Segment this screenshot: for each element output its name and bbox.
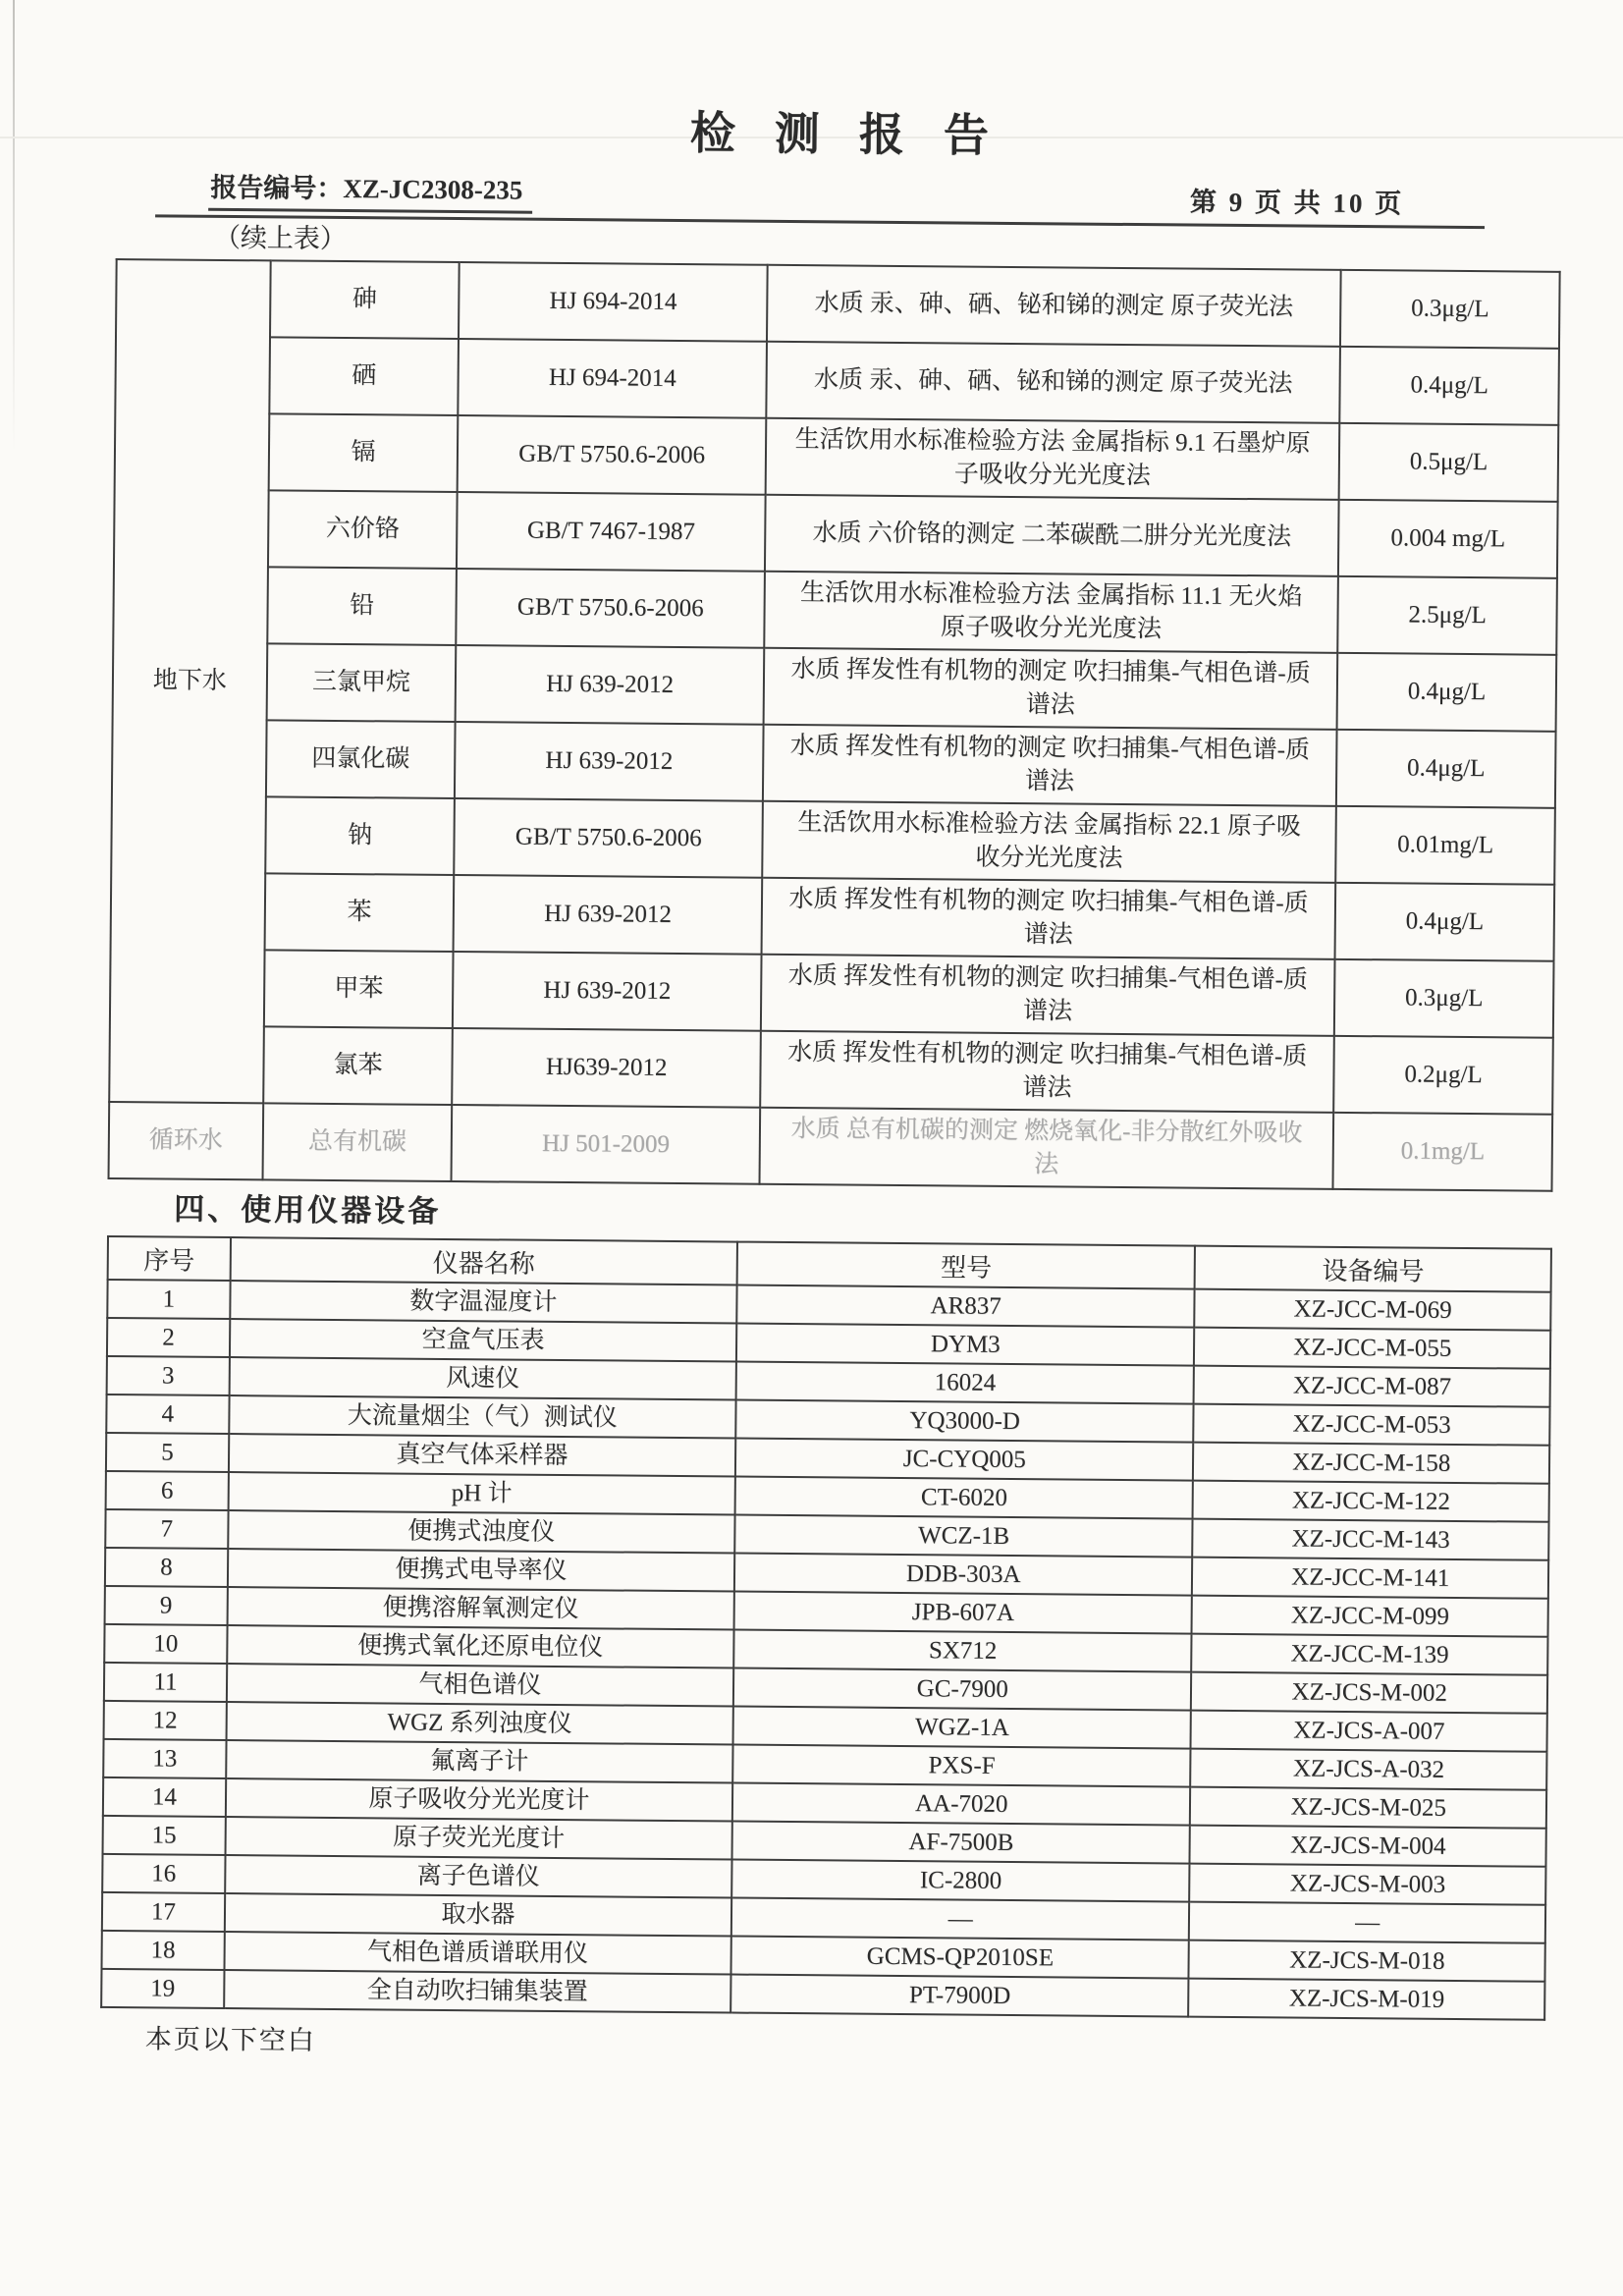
equip-code-cell: XZ-JCS-A-032 xyxy=(1191,1749,1547,1790)
standard-cell: HJ639-2012 xyxy=(453,1028,761,1108)
equip-name-cell: 便携溶解氧测定仪 xyxy=(227,1587,734,1630)
standard-cell: GB/T 5750.6-2006 xyxy=(458,415,766,495)
equip-code-cell: XZ-JCS-M-018 xyxy=(1189,1941,1545,1982)
water-table-row xyxy=(115,336,1559,425)
equip-code-cell: XZ-JCS-M-003 xyxy=(1190,1864,1546,1905)
parameter-cell: 铅 xyxy=(267,567,457,645)
equip-name-cell: 数字温湿度计 xyxy=(230,1281,737,1324)
equip-code-cell: XZ-JCS-M-025 xyxy=(1190,1787,1546,1829)
equip-code-cell: XZ-JCC-M-087 xyxy=(1194,1366,1550,1407)
parameter-cell: 氯苯 xyxy=(263,1026,453,1105)
equip-index-cell: 1 xyxy=(107,1280,230,1319)
equip-model-cell: CT-6020 xyxy=(735,1477,1194,1519)
equip-code-cell: XZ-JCS-M-004 xyxy=(1190,1826,1546,1867)
parameter-cell: 硒 xyxy=(269,337,459,415)
equip-model-cell: — xyxy=(731,1898,1190,1941)
method-cell: 水质 汞、砷、硒、铋和锑的测定 原子荧光法 xyxy=(766,342,1340,423)
method-cell: 水质 挥发性有机物的测定 吹扫捕集-气相色谱-质谱法 xyxy=(761,878,1335,959)
standard-cell: HJ 694-2014 xyxy=(459,262,767,342)
equip-name-cell: 空盒气压表 xyxy=(230,1319,737,1362)
water-table-row xyxy=(115,412,1559,502)
parameter-cell: 钠 xyxy=(265,796,455,875)
equip-index-cell: 2 xyxy=(107,1318,230,1357)
equip-index-cell: 10 xyxy=(104,1624,227,1664)
equip-name-cell: 原子吸收分光光度计 xyxy=(226,1778,733,1822)
report-number-label: 报告编号： xyxy=(210,172,344,204)
equip-model-cell: IC-2800 xyxy=(731,1860,1190,1902)
standard-cell: GB/T 5750.6-2006 xyxy=(455,798,763,878)
equip-index-cell: 16 xyxy=(102,1854,225,1893)
equip-index-cell: 6 xyxy=(106,1471,229,1510)
equip-name-cell: 取水器 xyxy=(225,1893,732,1937)
equip-index-cell: 13 xyxy=(103,1739,226,1778)
equip-code-cell: XZ-JCC-M-055 xyxy=(1194,1328,1550,1369)
equip-name-cell: WGZ 系列浊度仪 xyxy=(226,1702,733,1745)
parameter-cell: 四氯化碳 xyxy=(266,720,456,798)
col-header-instrument-name: 仪器名称 xyxy=(230,1237,737,1285)
col-header-index: 序号 xyxy=(108,1236,231,1281)
water-table-row xyxy=(111,872,1555,961)
method-cell: 生活饮用水标准检验方法 金属指标 11.1 无火焰原子吸收分光光度法 xyxy=(764,572,1338,653)
equip-model-cell: DDB-303A xyxy=(734,1554,1193,1596)
equip-code-cell: XZ-JCC-M-139 xyxy=(1192,1634,1548,1675)
equip-model-cell: PT-7900D xyxy=(730,1975,1189,2017)
equip-code-cell: XZ-JCC-M-143 xyxy=(1193,1519,1549,1560)
equip-model-cell: JC-CYQ005 xyxy=(735,1439,1194,1481)
section-title: 四、使用仪器设备 xyxy=(174,1191,442,1229)
equip-code-cell: XZ-JCC-M-141 xyxy=(1192,1558,1548,1599)
equip-name-cell: 便携式电导率仪 xyxy=(228,1549,735,1592)
water-table-row xyxy=(110,949,1554,1038)
detection-limit-cell: 0.4μg/L xyxy=(1335,883,1555,961)
continued-note: （续上表） xyxy=(213,222,348,254)
method-cell: 水质 挥发性有机物的测定 吹扫捕集-气相色谱-质谱法 xyxy=(760,1031,1334,1113)
equip-model-cell: YQ3000-D xyxy=(735,1400,1194,1443)
method-cell: 水质 总有机碳的测定 燃烧氧化-非分散红外吸收法 xyxy=(759,1108,1333,1189)
equip-code-cell: XZ-JCC-M-053 xyxy=(1194,1404,1550,1446)
sample-group-cell: 循环水 xyxy=(109,1102,263,1179)
equip-index-cell: 18 xyxy=(102,1931,225,1970)
page-content xyxy=(100,0,1563,2068)
detection-limit-cell: 0.004 mg/L xyxy=(1338,500,1558,578)
parameter-cell: 六价铬 xyxy=(268,490,458,569)
detection-limit-cell: 2.5μg/L xyxy=(1337,576,1557,655)
method-cell: 水质 六价铬的测定 二苯碳酰二肼分光光度法 xyxy=(765,495,1339,576)
report-header-row xyxy=(116,169,1561,223)
equip-name-cell: 大流量烟尘（气）测试仪 xyxy=(229,1395,736,1439)
parameter-cell: 苯 xyxy=(264,873,454,952)
equip-name-cell: 气相色谱质谱联用仪 xyxy=(224,1932,731,1975)
method-cell: 水质 汞、砷、硒、铋和锑的测定 原子荧光法 xyxy=(767,265,1341,347)
equip-model-cell: AF-7500B xyxy=(732,1822,1191,1864)
method-cell: 水质 挥发性有机物的测定 吹扫捕集-气相色谱-质谱法 xyxy=(764,648,1338,730)
detection-limit-cell: 0.5μg/L xyxy=(1339,423,1559,502)
parameter-cell: 总有机碳 xyxy=(262,1103,452,1181)
water-table-row xyxy=(113,642,1557,732)
standard-cell: HJ 694-2014 xyxy=(459,339,767,418)
equip-index-cell: 3 xyxy=(107,1356,230,1395)
equip-code-cell: XZ-JCC-M-158 xyxy=(1193,1443,1549,1484)
equip-code-cell: XZ-JCC-M-099 xyxy=(1192,1596,1548,1637)
method-cell: 水质 挥发性有机物的测定 吹扫捕集-气相色谱-质谱法 xyxy=(763,725,1337,806)
water-table-row xyxy=(109,1102,1553,1191)
equip-index-cell: 12 xyxy=(104,1701,227,1740)
equip-model-cell: GCMS-QP2010SE xyxy=(731,1937,1190,1979)
equip-name-cell: 氟离子计 xyxy=(226,1740,733,1783)
standard-cell: HJ 639-2012 xyxy=(456,645,764,725)
detection-limit-cell: 0.4μg/L xyxy=(1339,347,1559,425)
equip-name-cell: 真空气体采样器 xyxy=(229,1434,736,1477)
standard-cell: HJ 639-2012 xyxy=(454,875,762,955)
equip-model-cell: DYM3 xyxy=(736,1324,1195,1366)
method-cell: 水质 挥发性有机物的测定 吹扫捕集-气相色谱-质谱法 xyxy=(761,955,1335,1036)
equip-code-cell: XZ-JCS-A-007 xyxy=(1191,1711,1547,1752)
standard-cell: HJ 501-2009 xyxy=(452,1105,760,1184)
col-header-device-code: 设备编号 xyxy=(1195,1246,1551,1292)
equip-name-cell: 原子荧光光度计 xyxy=(225,1817,732,1860)
equip-name-cell: 离子色谱仪 xyxy=(225,1855,732,1898)
sample-group-cell: 地下水 xyxy=(109,259,270,1103)
equip-index-cell: 8 xyxy=(105,1548,228,1587)
equip-index-cell: 5 xyxy=(106,1433,229,1472)
equip-name-cell: pH 计 xyxy=(228,1472,735,1515)
equip-model-cell: PXS-F xyxy=(732,1745,1191,1787)
equip-index-cell: 7 xyxy=(105,1509,228,1549)
report-number-value: XZ-JC2308-235 xyxy=(343,174,523,205)
parameter-cell: 三氯甲烷 xyxy=(266,643,456,722)
equip-index-cell: 17 xyxy=(102,1892,225,1932)
equip-model-cell: SX712 xyxy=(733,1630,1192,1672)
equipment-table-body xyxy=(101,1280,1550,2020)
standard-cell: GB/T 7467-1987 xyxy=(457,492,765,572)
equip-index-cell: 11 xyxy=(104,1663,227,1702)
detection-limit-cell: 0.4μg/L xyxy=(1336,730,1556,808)
equip-code-cell: XZ-JCC-M-122 xyxy=(1193,1481,1549,1522)
equip-model-cell: WGZ-1A xyxy=(733,1707,1192,1749)
equip-code-cell: XZ-JCS-M-019 xyxy=(1189,1979,1545,2020)
detection-limit-cell: 0.1mg/L xyxy=(1333,1113,1553,1191)
equip-index-cell: 19 xyxy=(101,1969,224,2008)
water-quality-table-body xyxy=(109,259,1560,1191)
water-table-row xyxy=(109,1025,1553,1115)
equip-code-cell: XZ-JCC-M-069 xyxy=(1195,1289,1551,1331)
footer-note: 本页以下空白 xyxy=(144,2024,317,2055)
equip-name-cell: 风速仪 xyxy=(229,1357,736,1400)
equip-model-cell: GC-7900 xyxy=(733,1668,1192,1711)
equip-model-cell: JPB-607A xyxy=(734,1592,1193,1634)
method-cell: 生活饮用水标准检验方法 金属指标 9.1 石墨炉原子吸收分光光度法 xyxy=(766,418,1340,500)
equip-code-cell: XZ-JCS-M-002 xyxy=(1191,1672,1547,1714)
standard-cell: GB/T 5750.6-2006 xyxy=(457,569,765,648)
equip-model-cell: AA-7020 xyxy=(732,1783,1191,1826)
equip-name-cell: 便携式浊度仪 xyxy=(228,1510,735,1554)
page-title: 检测报告 xyxy=(689,108,1029,162)
parameter-cell: 砷 xyxy=(270,260,460,339)
detection-limit-cell: 0.3μg/L xyxy=(1334,959,1554,1038)
standard-cell: HJ 639-2012 xyxy=(455,722,763,801)
equip-index-cell: 9 xyxy=(105,1586,228,1625)
equip-model-cell: 16024 xyxy=(736,1362,1195,1404)
detection-limit-cell: 0.01mg/L xyxy=(1335,806,1555,885)
water-quality-table xyxy=(108,258,1561,1192)
equip-name-cell: 全自动吹扫铺集装置 xyxy=(224,1970,731,2013)
detection-limit-cell: 0.3μg/L xyxy=(1340,270,1560,349)
water-table-row xyxy=(113,566,1557,655)
parameter-cell: 甲苯 xyxy=(264,950,454,1028)
page-indicator: 第 9 页 共 10 页 xyxy=(1189,187,1405,219)
equip-index-cell: 4 xyxy=(106,1394,229,1434)
water-table-row xyxy=(116,259,1560,349)
equip-index-cell: 15 xyxy=(103,1816,226,1855)
equipment-table xyxy=(100,1235,1552,2021)
equip-code-cell: — xyxy=(1189,1902,1545,1943)
detection-limit-cell: 0.4μg/L xyxy=(1337,653,1557,732)
col-header-model: 型号 xyxy=(737,1242,1196,1289)
detection-limit-cell: 0.2μg/L xyxy=(1333,1036,1553,1115)
equip-name-cell: 气相色谱仪 xyxy=(227,1664,734,1707)
standard-cell: HJ 639-2012 xyxy=(453,952,761,1031)
parameter-cell: 镉 xyxy=(268,413,458,492)
method-cell: 生活饮用水标准检验方法 金属指标 22.1 原子吸收分光光度法 xyxy=(762,801,1336,883)
water-table-row xyxy=(112,719,1556,808)
water-table-row xyxy=(114,489,1558,578)
equip-model-cell: WCZ-1B xyxy=(734,1515,1193,1558)
report-number xyxy=(208,170,532,214)
equip-model-cell: AR837 xyxy=(736,1285,1195,1328)
water-table-row xyxy=(111,795,1555,885)
equip-name-cell: 便携式氧化还原电位仪 xyxy=(227,1625,734,1668)
equip-index-cell: 14 xyxy=(103,1777,226,1817)
